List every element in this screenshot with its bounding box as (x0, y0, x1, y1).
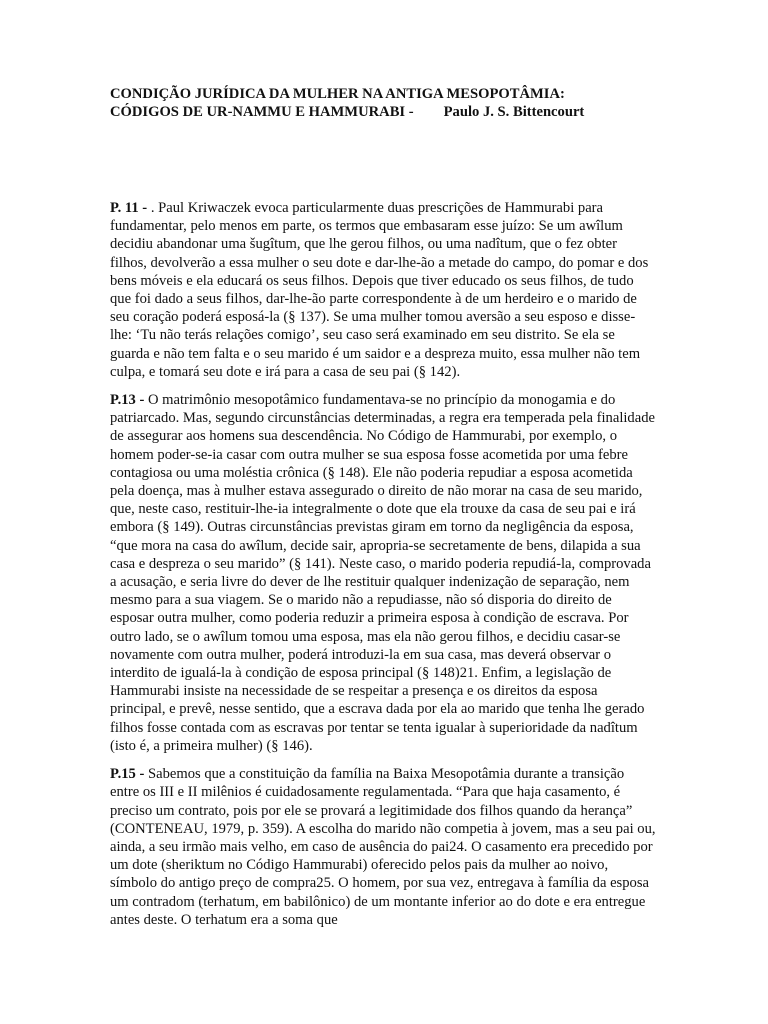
title-subtitle: CÓDIGOS DE UR-NAMMU E HAMMURABI - (110, 104, 414, 120)
paragraph-p13 (110, 391, 656, 755)
paragraph-text: Sabemos que a constituição da família na Baixa Mesopotâmia durante a transição entre os III e II milênios é cuidadosamente regulamentada. “Para que haja casamento, é preciso um contrato, pois por ele se provará a legitimidade dos filhos quando da herança” (CONTENEAU, 1979, p. 359). A escolha do marido não competia à jovem, mas a seu pai ou, ainda, a seu irmão mais velho, em caso de ausência do pai24. O casamento era precedido por um dote (sheriktum no Código Hammurabi) oferecido pelos pais da mulher ao noivo, símbolo do antigo preço de compra25. O homem, por sua vez, entregava à família da esposa um contradom (terhatum, em babilônico) de um montante inferior ao do dote e era entregue antes deste. O terhatum era a soma que (110, 766, 656, 928)
paragraph-label: P.15 - (110, 766, 145, 783)
title-line-1: CONDIÇÃO JURÍDICA DA MULHER NA ANTIGA MESOPOTÂMIA: (110, 86, 565, 102)
document-title (110, 85, 656, 121)
title-line-2 (110, 103, 656, 121)
paragraph-p15 (110, 765, 656, 929)
paragraph-label: P. 11 - (110, 200, 148, 216)
paragraph-text: O matrimônio mesopotâmico fundamentava-se no princípio da monogamia e do patriarcado. Mas, segundo circunstâncias determinadas, a regra era temperada pela finalidade de assegurar aos homens sua descendência. No Código de Hammurabi, por exemplo, o homem poder-se-ia casar com outra mulher se sua esposa fosse acometida por uma febre contagiosa ou uma moléstia crônica (§ 148). Ele não poderia repudiar a esposa acometida pela doença, mas à mulher estava assegurado o direito de não morar na casa de seu marido, que, neste caso, restituir-lhe-ia integralmente o dote que ela trouxe da casa de seu pai e irá embora (§ 149). Outras circunstâncias previstas giram em torno da negligência da esposa, “que mora na casa do awîlum, decide sair, apropria-se secretamente de bens, dilapida a sua casa e despreza o seu marido” (§ 141). Neste caso, o marido poderia repudiá-la, comprovada a acusação, e seria livre do dever de lhe restituir qualquer indenização de separação, nem mesmo para a sua viagem. Se o marido não a repudiasse, não só disporia do direito de esposar outra mulher, como poderia reduzir a primeira esposa à condição de escrava. Por outro lado, se o awîlum tomou uma esposa, mas ela não gerou filhos, e decidiu casar-se novamente com outra mulher, poderá introduzi-la em sua casa, mas deverá observar o interdito de igualá-la à condição de esposa principal (§ 148)21. Enfim, a legislação de Hammurabi insiste na necessidade de se respeitar a presença e os direitos da esposa principal, e prevê, nesse sentido, que a escrava dada por ela ao marido que tenha lhe gerado filhos fosse contada com as escravas por tentar se tenta igualar à superioridade da nadîtum (isto é, a primeira mulher) (§ 146). (110, 392, 655, 754)
document-body (110, 199, 656, 929)
paragraph-p11 (110, 199, 656, 381)
paragraph-label: P.13 - (110, 392, 145, 409)
document-page (110, 85, 656, 939)
author-name: Paulo J. S. Bittencourt (443, 104, 585, 120)
paragraph-text: . Paul Kriwaczek evoca particularmente duas prescrições de Hammurabi para fundamentar, pelo menos em parte, os termos que embasaram esse juízo: Se um awîlum decidiu abandonar uma šugîtum, que lhe gerou filhos, ou uma nadîtum, que o fez obter filhos, devolverão a essa mulher o seu dote e dar-lhe-ão a metade do campo, do pomar e dos bens móveis e ela educará os seus filhos. Depois que tiver educado os seus filhos, de tudo que foi dado a seus filhos, dar-lhe-ão parte correspondente à de um herdeiro e o marido de seu coração poderá esposá-la (§ 137). Se uma mulher tomou aversão a seu esposo e disse-lhe: ‘Tu não terás relações comigo’, seu caso será examinado em seu distrito. Se ela se guarda e não tem falta e o seu marido é um saidor e a despreza muito, essa mulher não tem culpa, e tomará seu dote e irá para a casa de seu pai (§ 142). (110, 200, 649, 380)
